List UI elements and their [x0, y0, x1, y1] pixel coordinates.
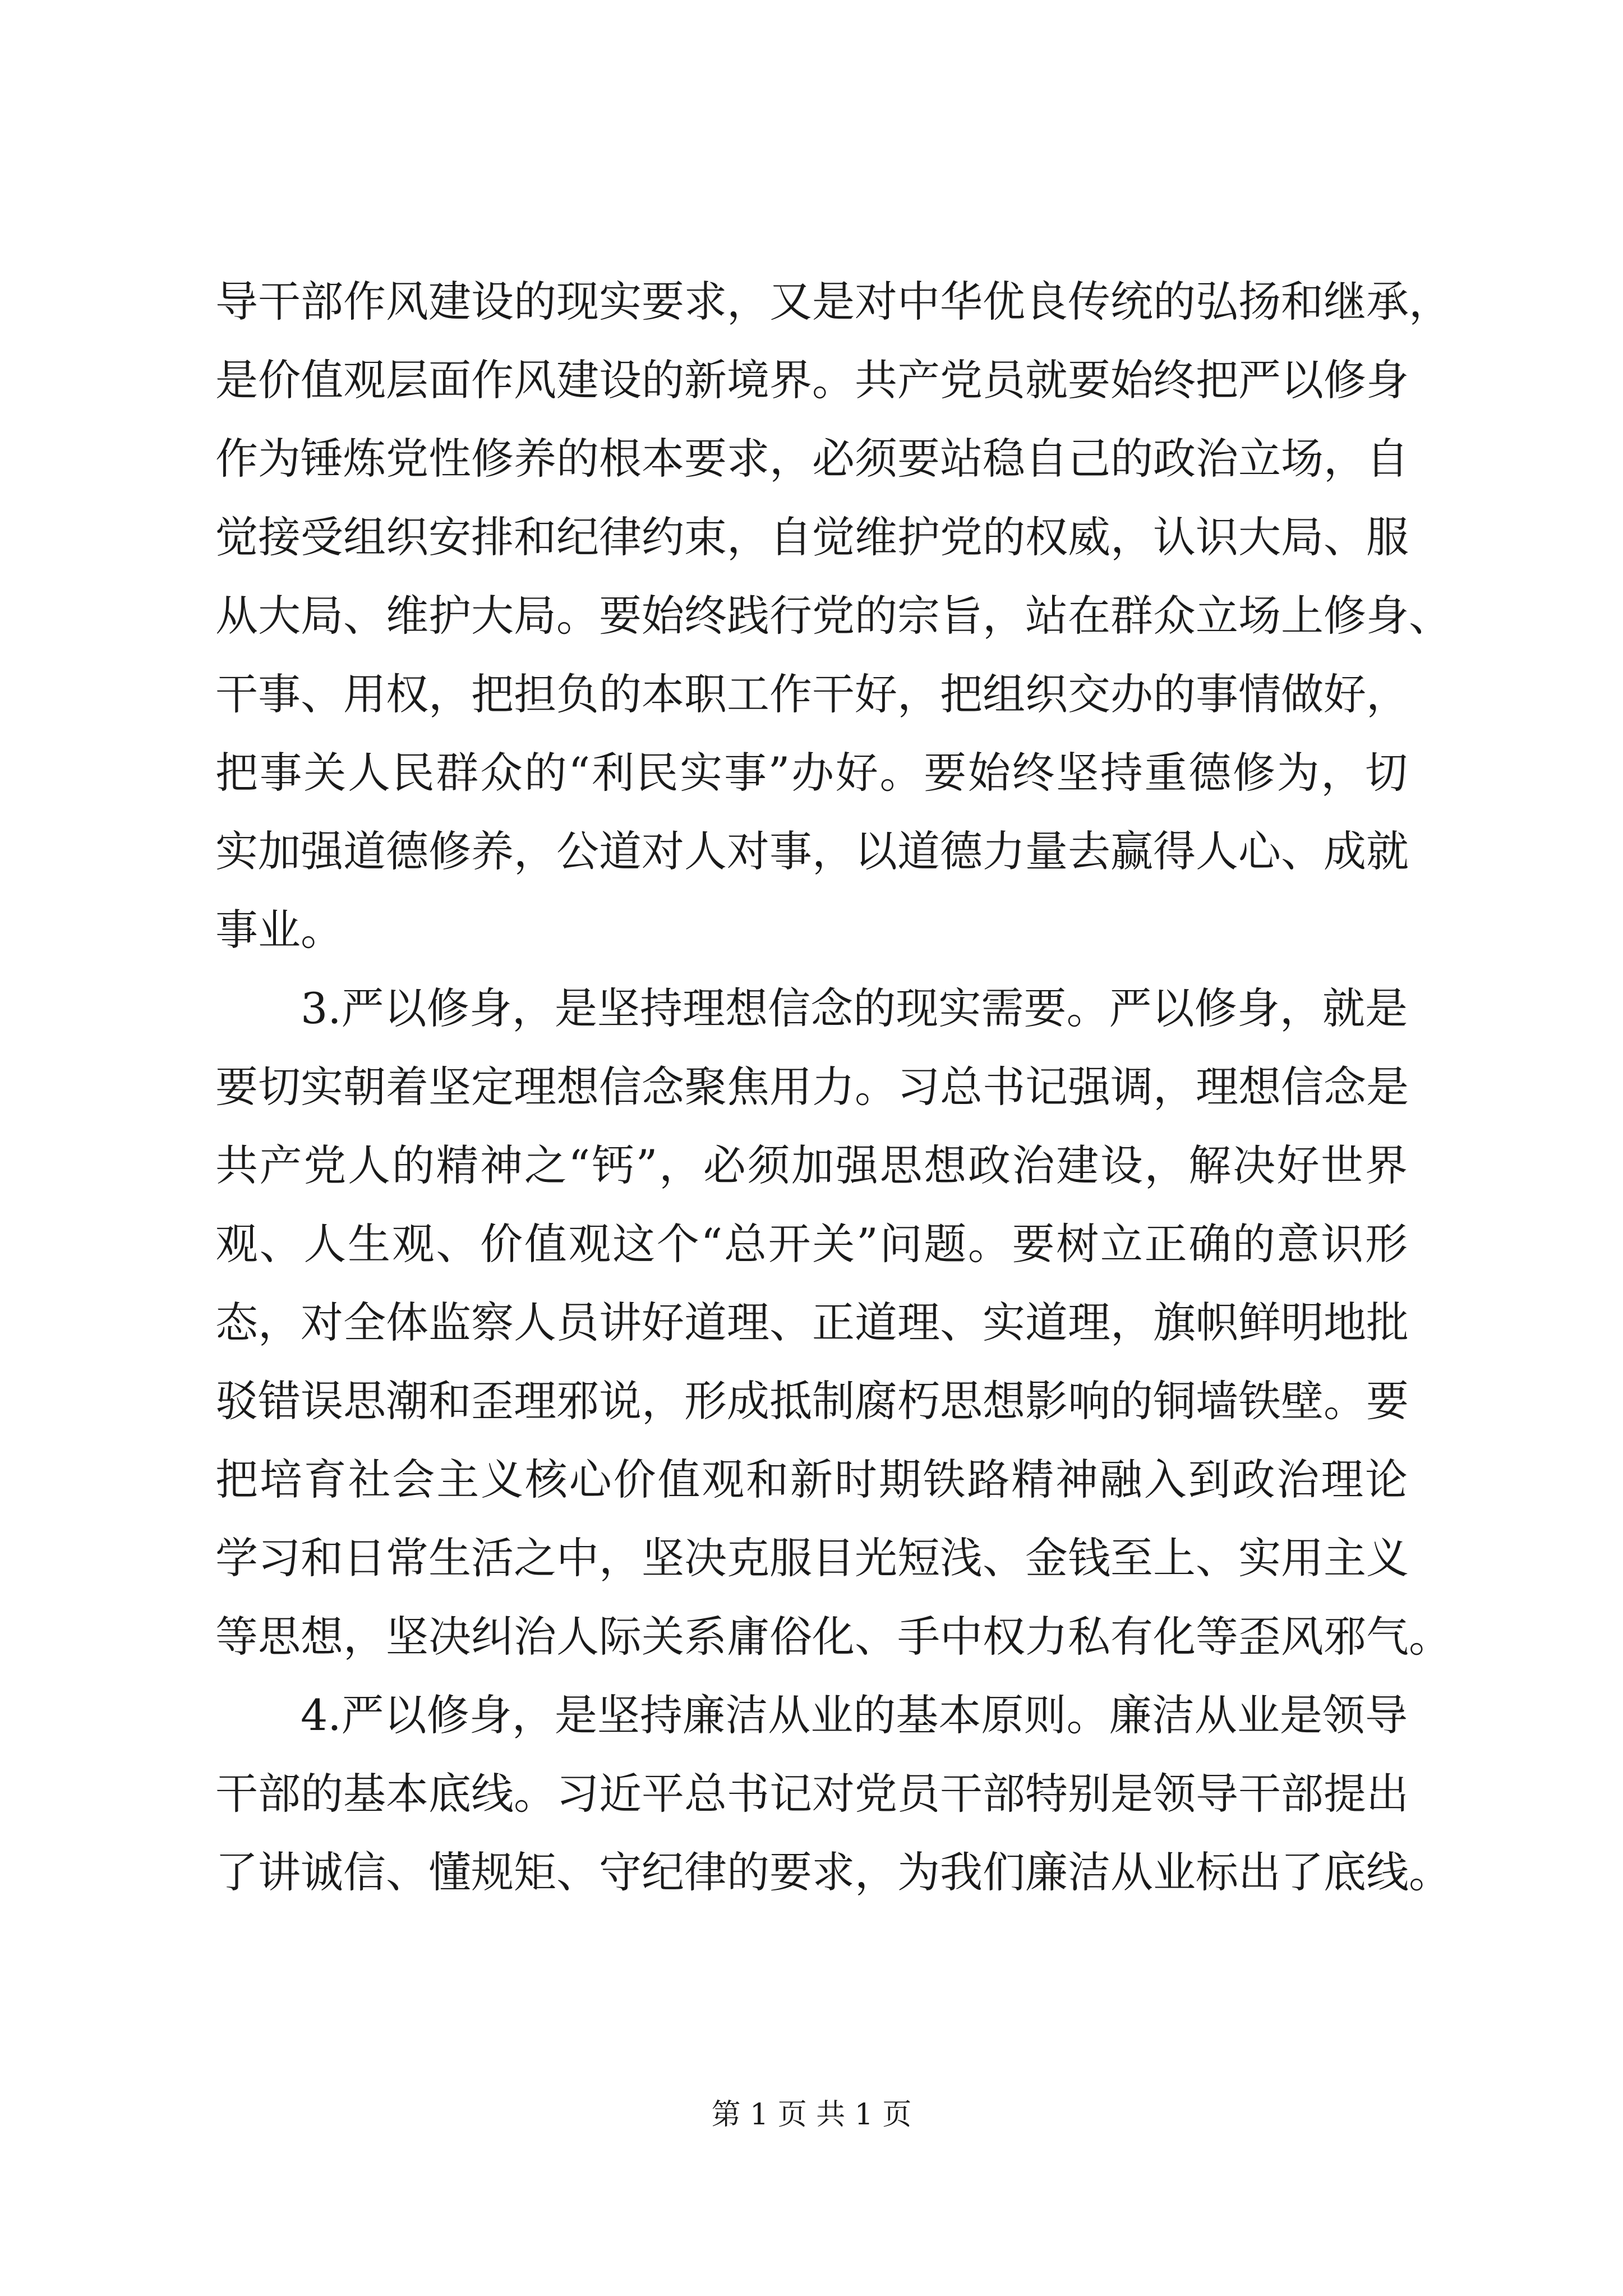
line-text: 3.严以修身，是坚持理想信念的现实需要。严以修身，就是 [301, 983, 1408, 1033]
paragraph-line [0, 1205, 1623, 1283]
line-text: 等思想，坚决纠治人际关系庸俗化、手中权力私有化等歪风邪气。 [215, 1612, 1451, 1662]
paragraph-line [0, 1441, 1623, 1519]
line-text: 把培育社会主义核心价值观和新时期铁路精神融入到政治理论 [215, 1455, 1408, 1504]
line-text: 要切实朝着坚定理想信念聚焦用力。习总书记强调，理想信念是 [215, 1062, 1409, 1112]
paragraph-line [0, 1048, 1623, 1126]
paragraph-line [0, 1519, 1623, 1598]
line-text: 事业。 [215, 905, 343, 955]
paragraph-line [0, 1676, 1623, 1755]
paragraph-line [0, 577, 1623, 655]
line-text: 干事、用权，把担负的本职工作干好，把组织交办的事情做好， [215, 669, 1409, 719]
line-text: 把事关人民群众的“利民实事”办好。要始终坚持重德修为，切 [215, 748, 1408, 798]
paragraph-line [0, 1126, 1623, 1205]
line-text: 学习和日常生活之中，坚决克服目光短浅、金钱至上、实用主义 [215, 1533, 1409, 1583]
line-text: 4.严以修身，是坚持廉洁从业的基本原则。廉洁从业是领导 [301, 1690, 1408, 1740]
paragraph-line [0, 734, 1623, 812]
line-text: 作为锤炼党性修养的根本要求，必须要站稳自己的政治立场，自 [215, 434, 1409, 484]
paragraph-line [0, 1755, 1623, 1833]
paragraph-line [0, 655, 1623, 734]
line-text: 觉接受组织安排和纪律约束，自觉维护党的权威，认识大局、服 [215, 512, 1409, 562]
paragraph-line [0, 1833, 1623, 1912]
line-text: 是价值观层面作风建设的新境界。共产党员就要始终把严以修身 [215, 355, 1409, 405]
paragraph-line [0, 341, 1623, 420]
line-text: 观、人生观、价值观这个“总开关”问题。要树立正确的意识形 [215, 1219, 1408, 1269]
line-text: 实加强道德修养，公道对人对事，以道德力量去赢得人心、成就 [215, 826, 1409, 876]
page-footer: 第 1 页 共 1 页 [711, 2098, 912, 2132]
paragraph-line [0, 263, 1623, 341]
paragraph-line [0, 498, 1623, 577]
paragraph-line [0, 1283, 1623, 1362]
line-text: 从大局、维护大局。要始终践行党的宗旨，站在群众立场上修身、 [215, 591, 1451, 641]
paragraph-line [0, 812, 1623, 891]
paragraph-line [0, 420, 1623, 498]
line-text: 干部的基本底线。习近平总书记对党员干部特别是领导干部提出 [215, 1769, 1409, 1819]
line-text: 共产党人的精神之“钙”，必须加强思想政治建设，解决好世界 [215, 1140, 1408, 1190]
paragraph-line [0, 891, 1623, 969]
line-text: 态，对全体监察人员讲好道理、正道理、实道理，旗帜鲜明地批 [215, 1297, 1409, 1347]
paragraph-line [0, 1598, 1623, 1676]
line-text: 了讲诚信、懂规矩、守纪律的要求，为我们廉洁从业标出了底线。 [215, 1847, 1451, 1897]
paragraph-line [0, 1362, 1623, 1441]
paragraph-line [0, 969, 1623, 1048]
line-text: 驳错误思潮和歪理邪说，形成抵制腐朽思想影响的铜墙铁壁。要 [215, 1376, 1409, 1426]
line-text: 导干部作风建设的现实要求，又是对中华优良传统的弘扬和继承， [215, 277, 1451, 326]
